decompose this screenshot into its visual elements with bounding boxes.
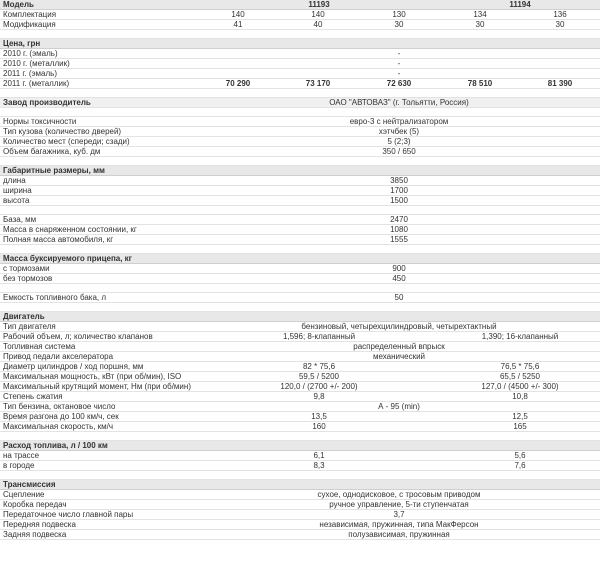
cell: 1700 — [198, 186, 600, 196]
price-cell: 81 390 — [520, 79, 600, 89]
table-row — [0, 49, 600, 59]
table-row — [0, 530, 600, 540]
table-row — [0, 332, 600, 342]
row-label: 2011 г. (металлик) — [0, 79, 198, 89]
section-title: Цена, грн — [0, 39, 600, 49]
table-row — [0, 461, 600, 471]
cell: 3,7 — [198, 510, 600, 520]
row-label: ширина — [0, 186, 198, 196]
row-label: 2010 г. (металлик) — [0, 59, 198, 69]
row-label: Объем багажника, куб. дм — [0, 147, 198, 157]
row-label: 2011 г. (эмаль) — [0, 69, 198, 79]
section-title: Габаритные размеры, мм — [0, 166, 600, 176]
table-row — [0, 98, 600, 108]
cell: 40 — [278, 20, 358, 30]
table-row — [0, 372, 600, 382]
row-label: Комплектация — [0, 10, 198, 20]
table-row — [0, 342, 600, 352]
cell: 50 — [198, 293, 600, 303]
table-row — [0, 352, 600, 362]
section-price — [0, 39, 600, 49]
cell: 12,5 — [440, 412, 600, 422]
price-cell: 78 510 — [440, 79, 520, 89]
table-row — [0, 274, 600, 284]
table-row — [0, 59, 600, 69]
row-label: Количество мест (спереди; сзади) — [0, 137, 198, 147]
row-label: Модификация — [0, 20, 198, 30]
table-row — [0, 382, 600, 392]
cell: 1500 — [198, 196, 600, 206]
spacer — [0, 89, 600, 98]
row-label: Привод педали акселератора — [0, 352, 198, 362]
table-row — [0, 500, 600, 510]
cell: 30 — [358, 20, 440, 30]
cell: 10,8 — [440, 392, 600, 402]
section-title: Двигатель — [0, 312, 600, 322]
cell: 140 — [278, 10, 358, 20]
spacer — [0, 108, 600, 117]
cell: 9,8 — [198, 392, 440, 402]
cell: 65,5 / 5250 — [440, 372, 600, 382]
cell: 1555 — [198, 235, 600, 245]
spacer — [0, 471, 600, 480]
cell: хэтчбек (5) — [198, 127, 600, 137]
cell: 120,0 / (2700 +/- 200) — [198, 382, 440, 392]
row-label: Нормы токсичности — [0, 117, 198, 127]
cell: 1,596; 8-клапанный — [198, 332, 440, 342]
spacer — [0, 245, 600, 254]
row-label: Максимальная скорость, км/ч — [0, 422, 198, 432]
cell: 140 — [198, 10, 278, 20]
row-label: База, мм — [0, 215, 198, 225]
row-label: Сцепление — [0, 490, 198, 500]
cell: 7,6 — [440, 461, 600, 471]
table-row — [0, 117, 600, 127]
model-label: Модель — [0, 0, 198, 10]
row-label: с тормозами — [0, 264, 198, 274]
section-consumption — [0, 441, 600, 451]
table-row — [0, 79, 600, 89]
table-row — [0, 490, 600, 500]
cell: полузависимая, пружинная — [198, 530, 600, 540]
row-label: длина — [0, 176, 198, 186]
cell: 160 — [198, 422, 440, 432]
spacer — [0, 284, 600, 293]
cell: 1,390; 16-клапанный — [440, 332, 600, 342]
row-label: Тип кузова (количество дверей) — [0, 127, 198, 137]
cell: 82 * 75,6 — [198, 362, 440, 372]
table-row — [0, 69, 600, 79]
cell: 127,0 / (4500 +/- 300) — [440, 382, 600, 392]
cell: 3850 — [198, 176, 600, 186]
cell: 6,1 — [198, 451, 440, 461]
table-row — [0, 225, 600, 235]
cell: 134 — [440, 10, 520, 20]
row-label: Рабочий объем, л; количество клапанов — [0, 332, 198, 342]
cell: 59,5 / 5200 — [198, 372, 440, 382]
cell: 165 — [440, 422, 600, 432]
table-row — [0, 362, 600, 372]
row-label: Степень сжатия — [0, 392, 198, 402]
price-cell: 72 630 — [358, 79, 440, 89]
spacer — [0, 303, 600, 312]
row-label: на трассе — [0, 451, 198, 461]
row-label: Время разгона до 100 км/ч, сек — [0, 412, 198, 422]
table-row — [0, 293, 600, 303]
table-row — [0, 127, 600, 137]
spacer — [0, 206, 600, 215]
price-cell: 73 170 — [278, 79, 358, 89]
cell: ОАО "АВТОВАЗ" (г. Тольятти, Россия) — [198, 98, 600, 108]
section-title: Трансмиссия — [0, 480, 600, 490]
cell: 5,6 — [440, 451, 600, 461]
cell: 76,5 * 75,6 — [440, 362, 600, 372]
table-row — [0, 392, 600, 402]
cell: 2470 — [198, 215, 600, 225]
table-row — [0, 264, 600, 274]
cell: 1080 — [198, 225, 600, 235]
cell: 5 (2;3) — [198, 137, 600, 147]
table-row — [0, 176, 600, 186]
row-label: высота — [0, 196, 198, 206]
cell: А - 95 (min) — [198, 402, 600, 412]
table-row — [0, 402, 600, 412]
table-row — [0, 20, 600, 30]
row-label: Коробка передач — [0, 500, 198, 510]
table-row — [0, 215, 600, 225]
row-label: Диаметр цилиндров / ход поршня, мм — [0, 362, 198, 372]
table-row — [0, 10, 600, 20]
cell: - — [198, 69, 600, 79]
cell: евро-3 с нейтрализатором — [198, 117, 600, 127]
cell: механический — [198, 352, 600, 362]
cell: 30 — [520, 20, 600, 30]
spacer — [0, 432, 600, 441]
cell: 130 — [358, 10, 440, 20]
cell: 450 — [198, 274, 600, 284]
cell: распределенный впрыск — [198, 342, 600, 352]
section-engine — [0, 312, 600, 322]
cell: сухое, однодисковое, с тросовым приводом — [198, 490, 600, 500]
row-label: Тип бензина, октановое число — [0, 402, 198, 412]
row-label: Задняя подвеска — [0, 530, 198, 540]
row-label: 2010 г. (эмаль) — [0, 49, 198, 59]
cell: 41 — [198, 20, 278, 30]
row-label: Максимальный крутящий момент, Нм (при об/мин) — [0, 382, 198, 392]
row-label: Передняя подвеска — [0, 520, 198, 530]
row-label: Тип двигателя — [0, 322, 198, 332]
row-label: в городе — [0, 461, 198, 471]
cell: 136 — [520, 10, 600, 20]
model-11194: 11194 — [440, 0, 600, 10]
cell: 900 — [198, 264, 600, 274]
table-row — [0, 196, 600, 206]
table-row — [0, 322, 600, 332]
row-label: Передаточное число главной пары — [0, 510, 198, 520]
cell: 30 — [440, 20, 520, 30]
cell: ручное управление, 5-ти ступенчатая — [198, 500, 600, 510]
table-row — [0, 147, 600, 157]
cell: бензиновый, четырехцилиндровый, четырехтактный — [198, 322, 600, 332]
row-label: без тормозов — [0, 274, 198, 284]
row-label: Емкость топливного бака, л — [0, 293, 198, 303]
table-row — [0, 186, 600, 196]
table-row — [0, 510, 600, 520]
cell: 350 / 650 — [198, 147, 600, 157]
spacer — [0, 30, 600, 39]
table-row — [0, 451, 600, 461]
table-row — [0, 412, 600, 422]
table-row — [0, 137, 600, 147]
row-label: Масса в снаряженном состоянии, кг — [0, 225, 198, 235]
cell: независимая, пружинная, типа МакФерсон — [198, 520, 600, 530]
table-row — [0, 422, 600, 432]
cell: 13,5 — [198, 412, 440, 422]
row-label: Максимальная мощность, кВт (при об/мин), ISO — [0, 372, 198, 382]
section-title: Расход топлива, л / 100 км — [0, 441, 600, 451]
spacer — [0, 157, 600, 166]
row-label: Завод производитель — [0, 98, 198, 108]
section-trailer — [0, 254, 600, 264]
cell: 8,3 — [198, 461, 440, 471]
model-header-row — [0, 0, 600, 10]
model-11193: 11193 — [198, 0, 440, 10]
section-title: Масса буксируемого прицепа, кг — [0, 254, 600, 264]
row-label: Полная масса автомобиля, кг — [0, 235, 198, 245]
table-row — [0, 235, 600, 245]
section-dimensions — [0, 166, 600, 176]
section-transmission — [0, 480, 600, 490]
row-label: Топливная система — [0, 342, 198, 352]
price-cell: 70 290 — [198, 79, 278, 89]
cell: - — [198, 59, 600, 69]
cell: - — [198, 49, 600, 59]
table-row — [0, 520, 600, 530]
